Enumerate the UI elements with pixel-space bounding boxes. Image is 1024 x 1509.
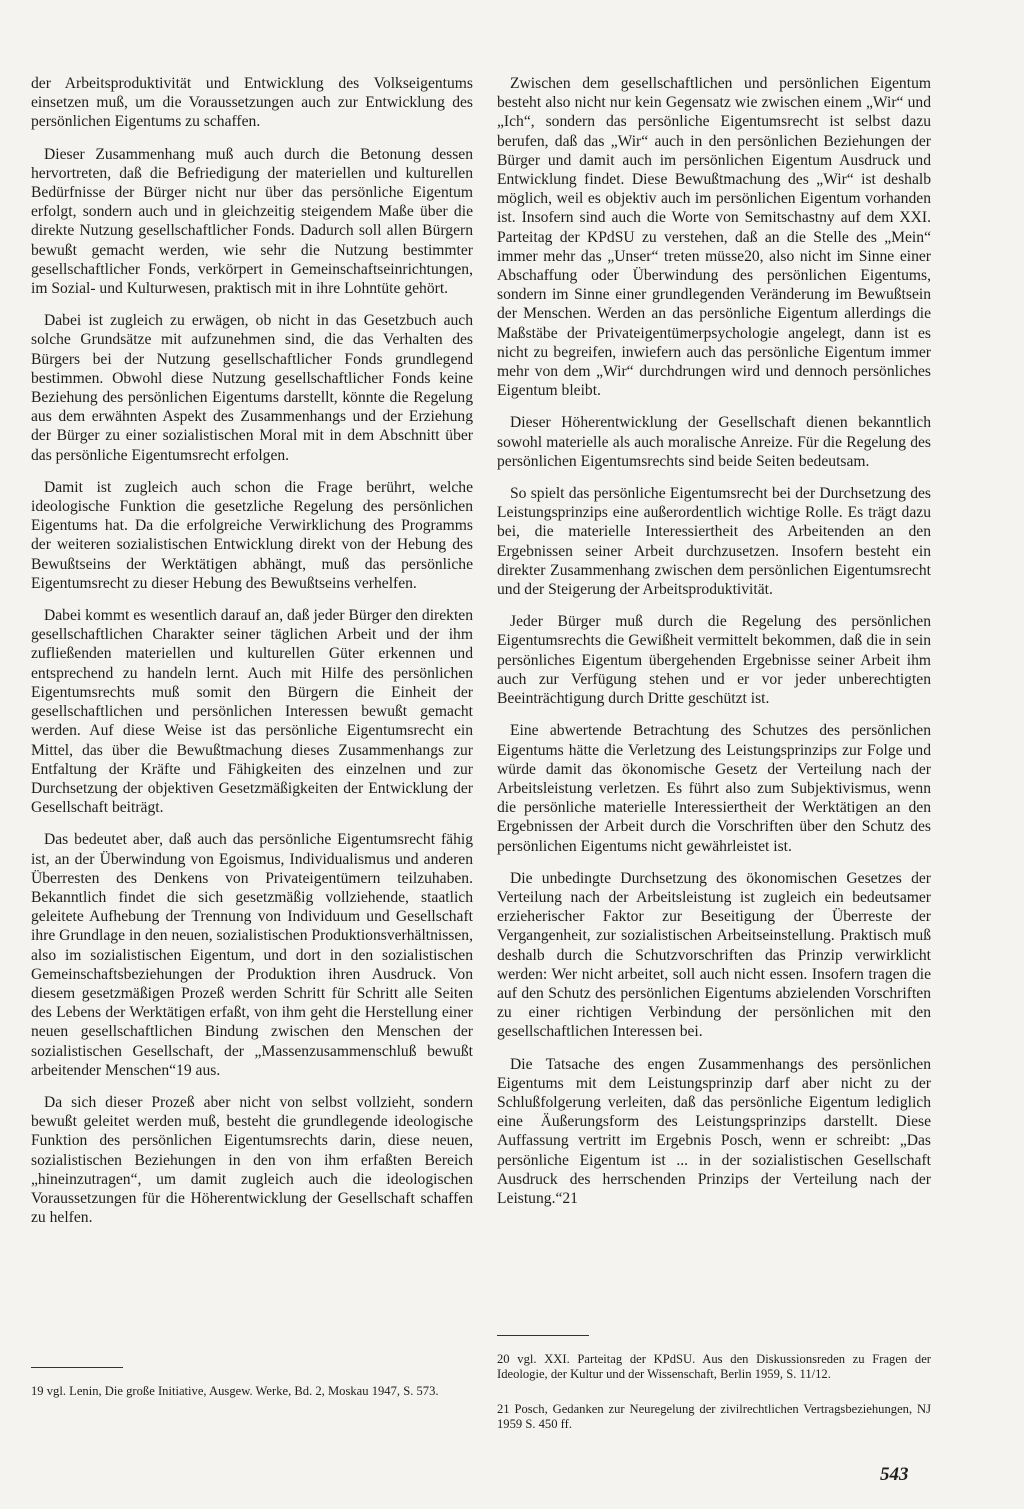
footnote-19: 19 vgl. Lenin, Die große Initiative, Ausgew. Werke, Bd. 2, Moskau 1947, S. 573. (31, 1384, 439, 1398)
paragraph: Dieser Zusammenhang muß auch durch die Betonung dessen hervortreten, daß die Befriedigung der materiellen und kulturellen Bedürfnisse der Bürger nicht nur über das persönliche Eigentum erfolgt, sondern auch und in gleichzeitig steigendem Maße über die direkte Nutzung gesellschaftlicher Fonds. Dadurch soll allen Bürgern bewußt gemacht werden, wie sehr die Nutzung bestimmter gesellschaftlicher Fonds, verkörpert in Gemeinschaftseinrichtungen, im Sozial- und Kulturwesen, praktisch mit in ihre Lohntüte gehört. (31, 145, 473, 298)
right-column (497, 74, 931, 1221)
paragraph: Da sich dieser Prozeß aber nicht von selbst vollzieht, sondern bewußt geleitet werden muß, besteht die grundlegende ideologische Funktion des persönlichen Eigentumsrechts darin, diese neuen, sozialistischen Beziehungen in den von ihm erfaßten Bereich „hineinzutragen“, um damit zugleich auch die ideologischen Voraussetzungen für die Höherentwicklung der Gesellschaft schaffen zu helfen. (31, 1093, 473, 1227)
paragraph: Jeder Bürger muß durch die Regelung des persönlichen Eigentumsrechts die Gewißheit vermittelt bekommen, daß die in sein persönliches Eigentum übergehenden Ergebnisse seiner Arbeit ihm auch zur Verfügung stehen und er vor jeder unberechtigten Beeinträchtigung durch Dritte geschützt ist. (497, 613, 931, 708)
footnote-21: 21 Posch, Gedanken zur Neuregelung der zivilrechtlichen Vertragsbeziehungen, NJ 1959 S. 450 ff. (497, 1402, 931, 1431)
paragraph: Dieser Höherentwicklung der Gesellschaft dienen bekanntlich sowohl materielle als auch moralische Anreize. Für die Regelung des persönlichen Eigentumsrechts sind beide Seiten bedeutsam. (497, 414, 931, 470)
paragraph: der Arbeitsproduktivität und Entwicklung des Volkseigentums einsetzen muß, um die Voraussetzungen auch zur Entwicklung des persönlichen Eigentums zu schaffen. (31, 75, 473, 131)
left-column (31, 74, 473, 1240)
footnote-divider (31, 1367, 123, 1368)
paragraph: Die unbedingte Durchsetzung des ökonomischen Gesetzes der Verteilung nach der Arbeitsleistung ist zugleich ein bedeutsamer erzieherischer Faktor zur Beseitigung der Überreste der Vergangenheit, zur sozialistischen Arbeitseinstellung. Praktisch muß deshalb durch die Schutzvorschriften das Prinzip verwirklicht werden: Wer nicht arbeitet, soll auch nicht essen. Insofern tragen die auf den Schutz des persönlichen Eigentums abzielenden Vorschriften zu einer richtigen Verbindung der persönlichen mit den gesellschaftlichen Interessen bei. (497, 869, 931, 1041)
footnote-20: 20 vgl. XXI. Parteitag der KPdSU. Aus den Diskussionsreden zu Fragen der Ideologie, der Kultur und der Wissenschaft, Berlin 1959, S. 11/12. (497, 1352, 931, 1381)
paragraph: Zwischen dem gesellschaftlichen und persönlichen Eigentum besteht also nicht nur kein Gegensatz wie zwischen einem „Wir“ und „Ich“, sondern das persönliche Eigentumsrecht ist selbst dazu berufen, daß das „Wir“ auch in den persönlichen Beziehungen der Bürger und damit auch im persönlichen Eigentum Ausdruck und Entwicklung findet. Diese Bewußtmachung des „Wir“ ist deshalb möglich, weil es objektiv auch im persönlichen Eigentum vorhanden ist. Insofern sind auch die Worte von Semitschastny auf dem XXI. Parteitag der KPdSU zu verstehen, daß an die Stelle des „Mein“ immer mehr das „Unser“ treten müsse20, also nicht im Sinne einer Abschaffung oder Überwindung des persönlichen Eigentums, sondern im Sinne einer grundlegenden Veränderung im Bewußtsein der Menschen. Werden an das persönliche Eigentum allerdings die Maßstäbe der Privateigentümerpsychologie angelegt, dann ist es nicht zu begreifen, inwiefern auch das persönliche Eigentum immer mehr von dem „Wir“ durchdrungen wird und dennoch persönliches Eigentum bleibt. (497, 75, 931, 400)
paragraph: Eine abwertende Betrachtung des Schutzes des persönlichen Eigentums hätte die Verletzung des Leistungsprinzips zur Folge und würde damit das ökonomische Gesetz der Verteilung nach der Arbeitsleistung verletzen. Es führt also zum Subjektivismus, wenn die persönliche materielle Interessiertheit der Werktätigen an den Ergebnissen der Arbeit durch die Vorschriften über den Schutz des persönlichen Eigentums nicht gewährleistet ist. (497, 722, 931, 855)
paragraph: So spielt das persönliche Eigentumsrecht bei der Durchsetzung des Leistungsprinzips eine außerordentlich wichtige Rolle. Es trägt dazu bei, die materielle Interessiertheit des Arbeitenden an den Ergebnissen seiner Arbeit durchzusetzen. Insofern besteht ein direkter Zusammenhang zwischen dem persönlichen Eigentumsrecht und der Steigerung der Arbeitsproduktivität. (497, 485, 931, 599)
page-number: 543 (880, 1464, 909, 1485)
paragraph: Dabei kommt es wesentlich darauf an, daß jeder Bürger den direkten gesellschaftlichen Charakter seiner täglichen Arbeit und der ihm zufließenden materiellen und kulturellen Güter erkennen und entsprechend zu handeln lernt. Auch mit Hilfe des persönlichen Eigentumsrechts muß somit den Bürgern die Einheit der gesellschaftlichen und persönlichen Interessen bewußt gemacht werden. Auf diese Weise ist das persönliche Eigentumsrecht ein Mittel, das über die Bewußtmachung dieses Zusammenhangs zur Entfaltung der Kräfte und Fähigkeiten des einzelnen und zur Durchsetzung der objektiven Gesetzmäßigkeiten der Entwicklung der Gesellschaft beiträgt. (31, 607, 473, 817)
paragraph: Damit ist zugleich auch schon die Frage berührt, welche ideologische Funktion die gesetzliche Regelung des persönlichen Eigentums hat. Da die erfolgreiche Verwirklichung des Programms der weiteren sozialistischen Entwicklung direkt von der Hebung des Bewußtseins der Werktätigen abhängt, muß das persönliche Eigentumsrecht zu dieser Hebung des Bewußtseins verhelfen. (31, 478, 473, 592)
paragraph: Dabei ist zugleich zu erwägen, ob nicht in das Gesetzbuch auch solche Grundsätze mit aufzunehmen sind, die das Verhalten des Bürgers bei der Nutzung gesellschaftlicher Fonds grundlegend bestimmen. Obwohl diese Nutzung gesellschaftlicher Fonds keine Beziehung des persönlichen Eigentums darstellt, könnte die Regelung aus dem erwähnten Aspekt des Zusammenhangs und der Erziehung der Bürger zu einer sozialistischen Moral mit in dem Abschnitt über das persönliche Eigentumsrecht erfolgen. (31, 312, 473, 464)
paragraph: Das bedeutet aber, daß auch das persönliche Eigentumsrecht fähig ist, an der Überwindung von Egoismus, Individualismus und anderen Überresten des Denkens von Privateigentümern teilzuhaben. Bekanntlich findet die sich gesetzmäßig vollziehende, staatlich geleitete Aufhebung der Trennung von Individuum und Gesellschaft ihre Grundlage in den neuen, sozialistischen Produktionsverhältnissen, also im sozialistischen Eigentum, und dort in den sozialistischen Gemeinschaftsbeziehungen der Produktion ihren Ausdruck. Von diesem gesetzmäßigen Prozeß werden Schritt für Schritt alle Seiten des Lebens der Werktätigen erfaßt, von ihm geht die Herstellung einer neuen gesellschaftlichen Bindung zwischen den Menschen der sozialistischen Gesellschaft, der „Massenzusammenschluß bewußt arbeitender Menschen“19 aus. (31, 831, 473, 1079)
paragraph: Die Tatsache des engen Zusammenhangs des persönlichen Eigentums mit dem Leistungsprinzip darf aber nicht zu der Schlußfolgerung verleiten, daß das persönliche Eigentum lediglich eine Äußerungsform des Leistungsprinzips darstellt. Diese Auffassung vertritt im Ergebnis Posch, wenn er schreibt: „Das persönliche Eigentum ist ... in der sozialistischen Gesellschaft Ausdruck des herrschenden Prinzips der Verteilung nach der Leistung.“21 (497, 1055, 931, 1207)
footnote-divider (497, 1335, 589, 1336)
